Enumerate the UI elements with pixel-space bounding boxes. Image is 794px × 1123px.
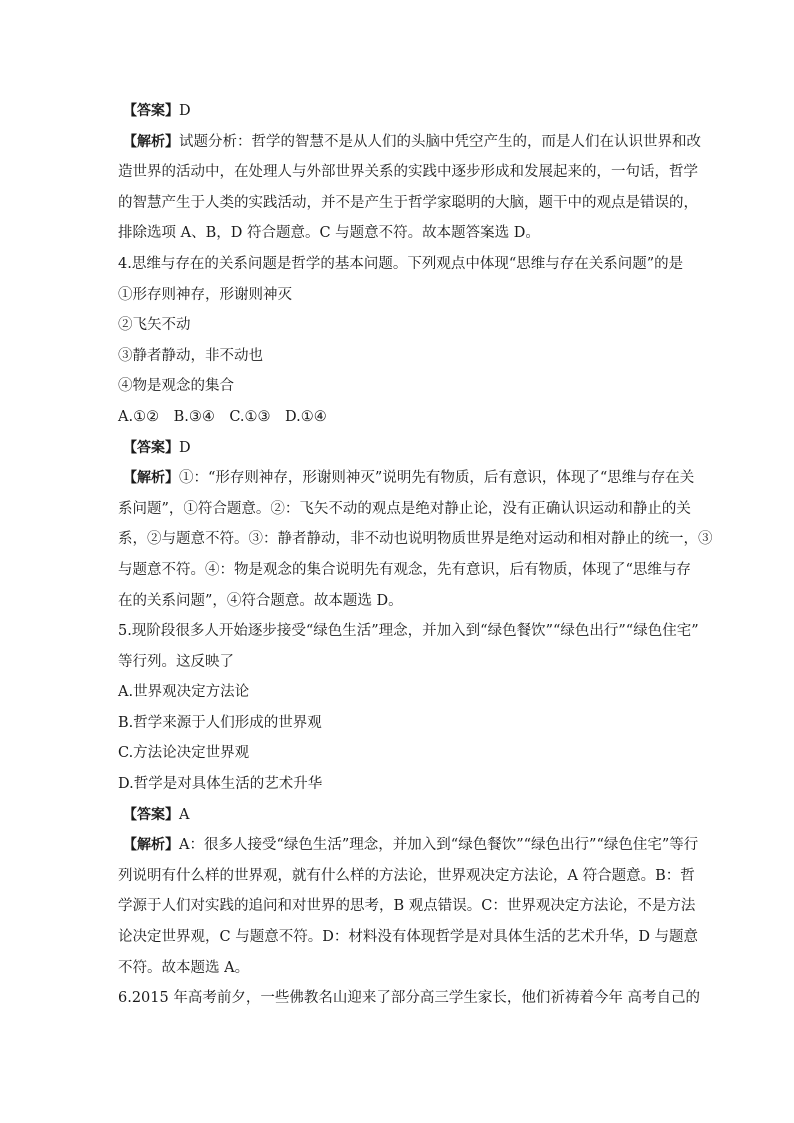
answer-value: D	[179, 103, 191, 119]
answer-value: A	[179, 806, 190, 823]
q4-item: ①形存则神存，形谢则神灭	[118, 286, 292, 303]
q5-stem: 等行列。这反映了	[118, 653, 234, 670]
analysis-tag: 【解析】	[123, 470, 179, 487]
q4-analysis-line: 系问题”，①符合题意。②：飞矢不动的观点是绝对静止论，没有正确认识运动和静止的关	[118, 500, 691, 517]
q4-options: A.①② B.③④ C.①③ D.①④	[118, 408, 327, 425]
analysis-tag: 【解析】	[123, 133, 179, 150]
q5-analysis-line: 列说明有什么样的世界观，就有什么样的方法论，世界观决定方法论，A 符合题意。B：哲	[118, 867, 695, 884]
answer-tag: 【答案】	[123, 439, 179, 456]
q3-analysis-line: 排除选项 A、B，D 符合题意。C 与题意不符。故本题答案选 D。	[118, 225, 540, 242]
q4-analysis-line: 系，②与题意不符。③：静者静动，非不动也说明物质世界是绝对运动和相对静止的统一，③	[118, 531, 713, 548]
q6-stem: 6.2015 年高考前夕，一些佛教名山迎来了部分高三学生家长，他们祈祷着今年 高考自己的	[118, 990, 700, 1007]
answer-tag: 【答案】	[123, 103, 179, 119]
q5-option: B.哲学来源于人们形成的世界观	[118, 714, 322, 731]
q5-option: D.哲学是对具体生活的艺术升华	[118, 776, 323, 793]
q4-analysis-line: 与题意不符。④：物是观念的集合说明先有观念，先有意识，后有物质，体现了“思维与存	[118, 561, 691, 578]
q5-stem: 5.现阶段很多人开始逐步接受“绿色生活”理念，并加入到“绿色餐饮”“绿色出行”“绿色住宅”	[118, 623, 699, 640]
q5-option: A.世界观决定方法论	[118, 684, 250, 701]
document-page	[118, 96, 713, 1014]
answer-value: D	[179, 439, 191, 456]
q4-analysis-line: 在的关系问题”，④符合题意。故本题选 D。	[118, 592, 403, 609]
q4-analysis-line: 【解析】①：“形存则神存，形谢则神灭”说明先有物质，后有意识，体现了“思维与存在关	[123, 470, 695, 487]
q5-analysis-line: 论决定世界观，C 与题意不符。D：材料没有体现哲学是对具体生活的艺术升华，D 与题意	[118, 929, 699, 946]
q3-analysis-line: 的智慧产生于人类的实践活动，并不是产生于哲学家聪明的大脑，题干中的观点是错误的，	[118, 194, 698, 211]
answer-tag: 【答案】	[123, 806, 179, 823]
q3-analysis-line: 【解析】试题分析：哲学的智慧不是从人们的头脑中凭空产生的，而是人们在认识世界和改	[123, 133, 701, 150]
q4-item: ②飞矢不动	[118, 317, 191, 334]
q5-analysis-line: 不符。故本题选 A。	[118, 959, 250, 976]
q5-analysis-line: 学源于人们对实践的追问和对世界的思考，B 观点错误。C：世界观决定方法论，不是方法	[118, 898, 696, 915]
analysis-tag: 【解析】	[123, 837, 179, 854]
q3-analysis-line: 造世界的活动中，在处理人与外部世界关系的实践中逐步形成和发展起来的，一句话，哲学	[118, 164, 698, 181]
q5-answer	[118, 800, 678, 831]
q5-option: C.方法论决定世界观	[118, 745, 250, 762]
q4-item: ③静者静动，非不动也	[118, 347, 263, 364]
q4-item: ④物是观念的集合	[118, 378, 234, 395]
q5-analysis-line: 【解析】A：很多人接受“绿色生活”理念，并加入到“绿色餐饮”“绿色出行”“绿色住宅”等行	[123, 837, 699, 854]
q4-stem: 4.思维与存在的关系问题是哲学的基本问题。下列观点中体现“思维与存在关系问题”的是	[118, 255, 684, 272]
q3-answer	[118, 96, 678, 127]
q4-answer	[118, 433, 678, 464]
